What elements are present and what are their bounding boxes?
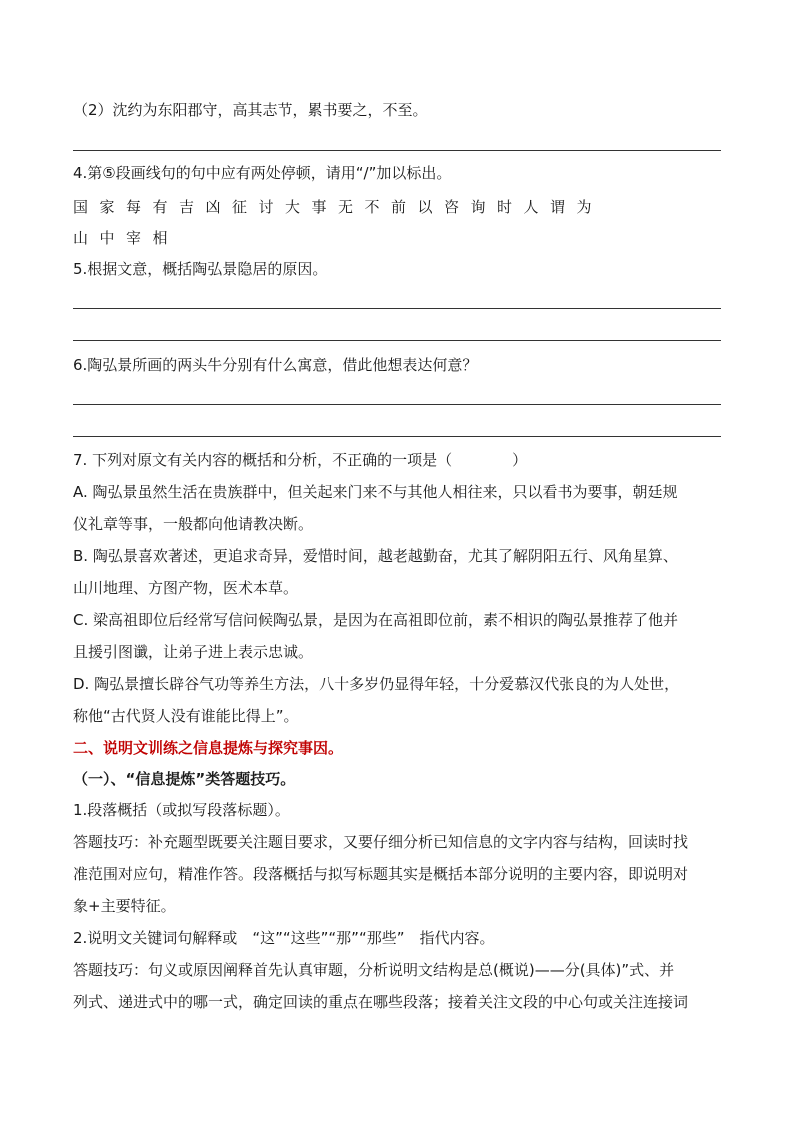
question-6-prompt: 6.陶弘景所画的两头牛分别有什么寓意，借此他想表达何意？ xyxy=(73,356,478,374)
section-2-heading: 二、说明文训练之信息提炼与探究事因。 xyxy=(73,739,344,757)
item-1-text-line-1: 答题技巧：补充题型既要关注题目要求，又要仔细分析已知信息的文字内容与结构，回读时找 xyxy=(73,833,689,851)
answer-line[interactable] xyxy=(73,308,721,309)
question-4-sentence-line-2: 山中宰相 xyxy=(73,229,180,247)
answer-line[interactable] xyxy=(73,340,721,341)
question-3-sub-2: （2）沈约为东阳郡守，高其志节，累书要之，不至。 xyxy=(73,101,428,119)
question-7-prompt: 7. 下列对原文有关内容的概括和分析，不正确的一项是（ ） xyxy=(73,451,528,469)
item-1-text-line-3: 象+主要特征。 xyxy=(73,897,176,915)
item-2-text-line-1: 答题技巧：句义或原因阐释首先认真审题，分析说明文结构是总(概说)——分(具体)”式、并 xyxy=(73,961,675,979)
option-b-line-2: 山川地理、方图产物，医术本草。 xyxy=(73,579,299,597)
question-5-prompt: 5.根据文意，概括陶弘景隐居的原因。 xyxy=(73,260,328,278)
section-2-subheading: （一）、“信息提炼”类答题技巧。 xyxy=(73,770,296,788)
question-4-sentence-line-1: 国家每有吉凶征讨大事无不前以咨询时人谓为 xyxy=(73,198,604,216)
option-a-line-1: A. 陶弘景虽然生活在贵族群中，但关起来门来不与其他人相往来，只以看书为要事，朝廷规 xyxy=(73,483,678,501)
option-d-line-1: D. 陶弘景擅长辟谷气功等养生方法，八十多岁仍显得年轻，十分爱慕汉代张良的为人处世， xyxy=(73,675,680,693)
answer-line[interactable] xyxy=(73,150,721,151)
option-b-line-1: B. 陶弘景喜欢著述，更追求奇异，爱惜时间，越老越勤奋，尤其了解阴阳五行、风角星算、 xyxy=(73,547,678,565)
option-d-line-2: 称他“古代贤人没有谁能比得上”。 xyxy=(73,707,299,725)
item-2-title: 2.说明文关键词句解释或 “这”“这些”“那”“那些” 指代内容。 xyxy=(73,929,495,947)
answer-line[interactable] xyxy=(73,404,721,405)
option-a-line-2: 仪礼章等事，一般都向他请教决断。 xyxy=(73,515,314,533)
item-2-text-line-2: 列式、递进式中的哪一式，确定回读的重点在哪些段落；接着关注文段的中心句或关注连接词 xyxy=(73,993,689,1011)
item-1-text-line-2: 准范围对应句，精准作答。段落概括与拟写标题其实是概括本部分说明的主要内容，即说明对 xyxy=(73,865,689,883)
answer-line[interactable] xyxy=(73,436,721,437)
question-4-prompt: 4.第⑤段画线句的句中应有两处停顿，请用“/”加以标出。 xyxy=(73,164,452,182)
item-1-title: 1.段落概括（或拟写段落标题）。 xyxy=(73,801,290,819)
option-c-line-1: C. 梁高祖即位后经常写信问候陶弘景，是因为在高祖即位前，素不相识的陶弘景推荐了他并 xyxy=(73,611,679,629)
option-c-line-2: 且援引图谶，让弟子进上表示忠诚。 xyxy=(73,643,314,661)
